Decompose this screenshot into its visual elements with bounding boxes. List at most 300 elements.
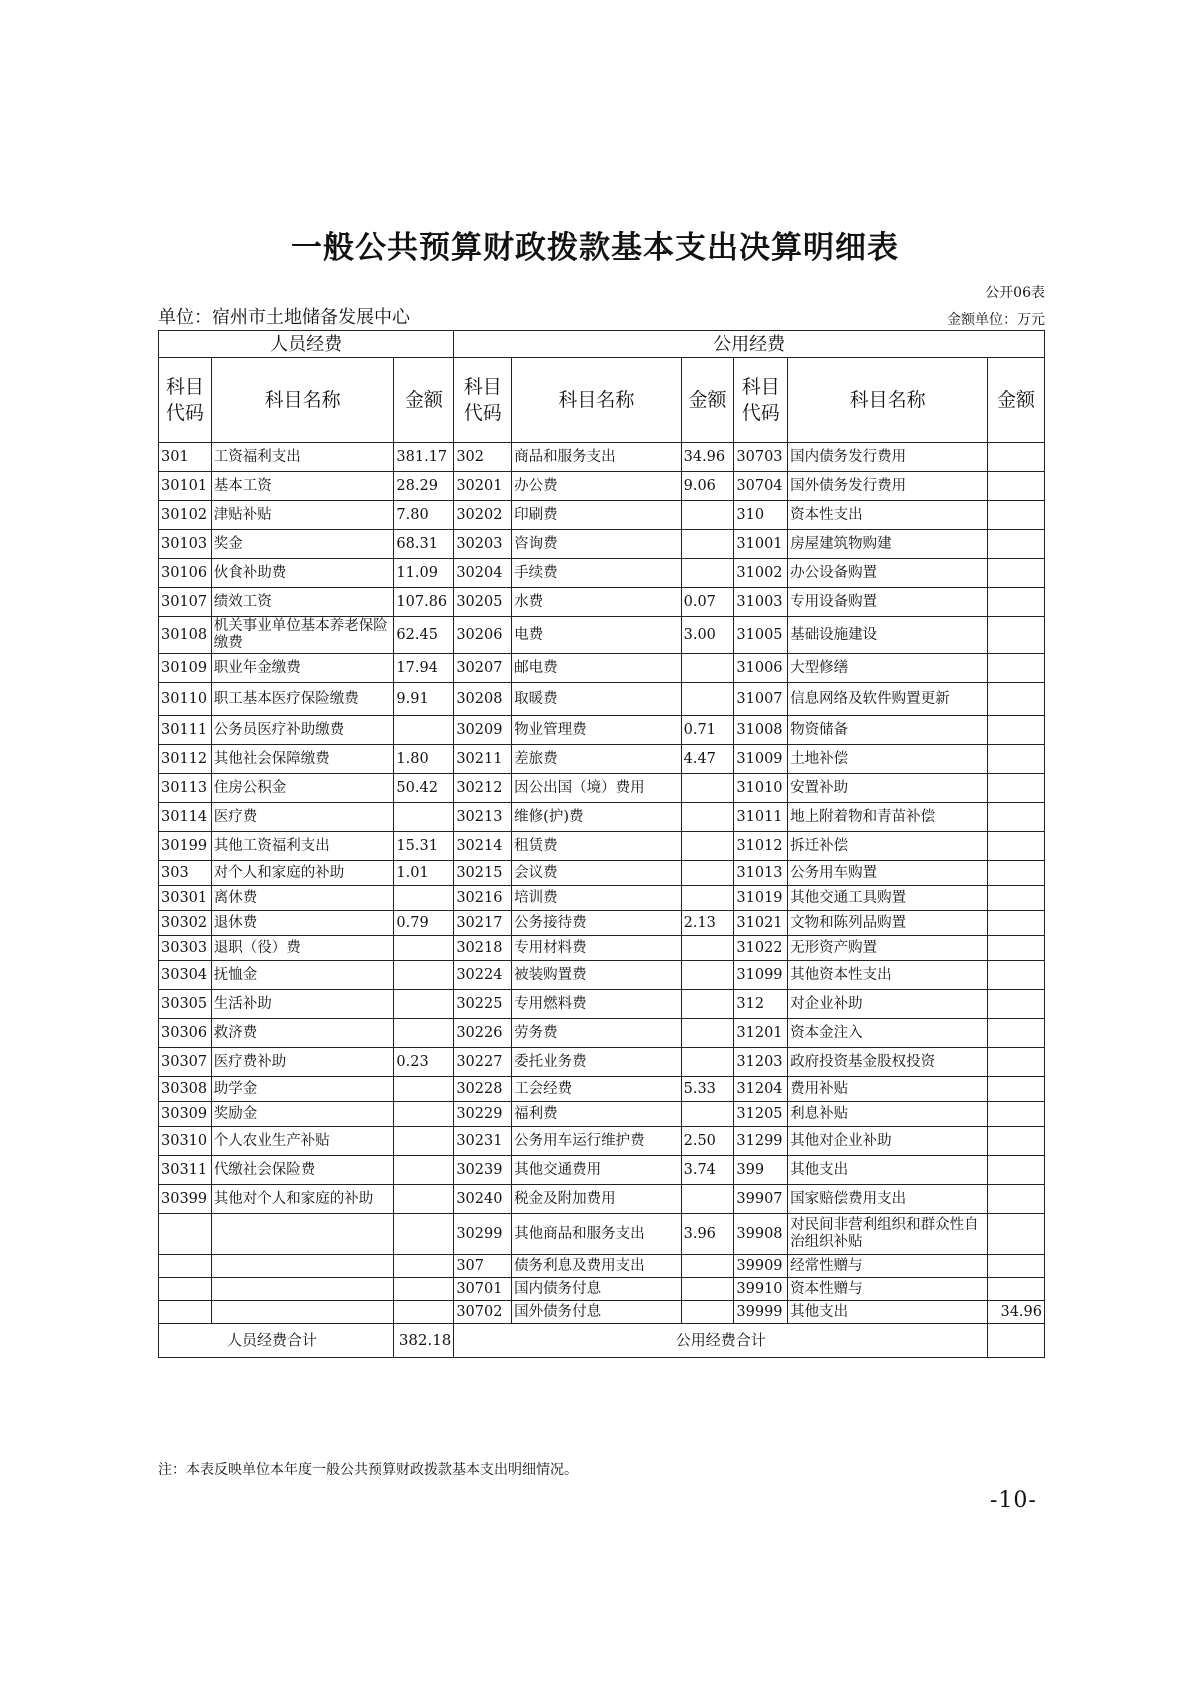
account-code: 303: [159, 861, 212, 886]
account-name: 奖励金: [211, 1102, 394, 1127]
header-code: 科目代码: [734, 358, 788, 443]
amount: 2.13: [681, 911, 734, 936]
amount: 5.33: [681, 1077, 734, 1102]
account-code: 30399: [159, 1185, 212, 1214]
account-name: [211, 1214, 394, 1255]
table-row: [159, 1301, 1045, 1324]
account-code: 30701: [454, 1278, 512, 1301]
amount: 2.50: [681, 1127, 734, 1156]
amount: [394, 886, 454, 911]
amount: [988, 774, 1045, 803]
footnote: 注：本表反映单位本年度一般公共预算财政拨款基本支出明细情况。: [158, 1462, 578, 1478]
account-code: 30239: [454, 1156, 512, 1185]
account-name: 利息补贴: [788, 1102, 988, 1127]
account-name: 劳务费: [512, 1019, 681, 1048]
amount: [988, 1077, 1045, 1102]
account-code: 31007: [734, 683, 788, 716]
account-name: 职业年金缴费: [211, 654, 394, 683]
account-name: 咨询费: [512, 530, 681, 559]
amount: [681, 1048, 734, 1077]
account-code: 30102: [159, 501, 212, 530]
account-code: 30703: [734, 443, 788, 472]
amount: 9.91: [394, 683, 454, 716]
account-name: 经常性赠与: [788, 1255, 988, 1278]
amount: [988, 716, 1045, 745]
amount: [681, 774, 734, 803]
amount: [394, 1102, 454, 1127]
amount: [394, 716, 454, 745]
personnel-total-label: 人员经费合计: [159, 1324, 394, 1358]
table-row: [159, 1102, 1045, 1127]
account-name: 资本金注入: [788, 1019, 988, 1048]
account-code: [159, 1255, 212, 1278]
amount: [681, 990, 734, 1019]
account-name: 委托业务费: [512, 1048, 681, 1077]
table-row: [159, 886, 1045, 911]
account-code: 30212: [454, 774, 512, 803]
account-code: 30109: [159, 654, 212, 683]
amount: [988, 1255, 1045, 1278]
account-name: 信息网络及软件购置更新: [788, 683, 988, 716]
account-name: 福利费: [512, 1102, 681, 1127]
account-name: 商品和服务支出: [512, 443, 681, 472]
account-code: 30301: [159, 886, 212, 911]
table-row: [159, 911, 1045, 936]
table-row: [159, 654, 1045, 683]
account-name: 医疗费补助: [211, 1048, 394, 1077]
account-code: 30229: [454, 1102, 512, 1127]
header-name: 科目名称: [788, 358, 988, 443]
amount: [988, 588, 1045, 617]
totals-row: [159, 1324, 1045, 1358]
amount: [681, 1102, 734, 1127]
account-name: [211, 1255, 394, 1278]
form-number: 公开06表: [985, 285, 1045, 301]
account-name: 政府投资基金股权投资: [788, 1048, 988, 1077]
amount: [988, 936, 1045, 961]
account-code: 30114: [159, 803, 212, 832]
account-code: 30307: [159, 1048, 212, 1077]
account-name: 债务利息及费用支出: [512, 1255, 681, 1278]
amount-unit: 金额单位：万元: [947, 312, 1045, 328]
amount: [988, 990, 1045, 1019]
amount: 3.00: [681, 617, 734, 654]
account-code: 31008: [734, 716, 788, 745]
amount: [681, 559, 734, 588]
amount: [681, 1278, 734, 1301]
table-row: [159, 472, 1045, 501]
amount: [681, 1185, 734, 1214]
account-name: 其他支出: [788, 1156, 988, 1185]
page-number: -10-: [990, 1488, 1037, 1513]
account-code: 30211: [454, 745, 512, 774]
amount: [394, 961, 454, 990]
account-name: 奖金: [211, 530, 394, 559]
account-code: 30199: [159, 832, 212, 861]
account-name: 生活补助: [211, 990, 394, 1019]
amount: [681, 501, 734, 530]
amount: [394, 936, 454, 961]
account-code: 307: [454, 1255, 512, 1278]
amount: [988, 559, 1045, 588]
account-code: 30213: [454, 803, 512, 832]
account-name: 其他对企业补助: [788, 1127, 988, 1156]
account-code: 30310: [159, 1127, 212, 1156]
amount: [988, 1019, 1045, 1048]
table-row: [159, 443, 1045, 472]
amount: [394, 1156, 454, 1185]
amount: [988, 1127, 1045, 1156]
unit-name: 单位：宿州市土地储备发展中心: [158, 307, 410, 328]
amount: [394, 1278, 454, 1301]
account-name: 离休费: [211, 886, 394, 911]
account-code: 31002: [734, 559, 788, 588]
amount: [988, 472, 1045, 501]
table-row: [159, 990, 1045, 1019]
account-code: 30311: [159, 1156, 212, 1185]
account-code: 30225: [454, 990, 512, 1019]
account-code: 30704: [734, 472, 788, 501]
account-code: 31019: [734, 886, 788, 911]
account-name: 其他对个人和家庭的补助: [211, 1185, 394, 1214]
account-code: 30204: [454, 559, 512, 588]
account-code: 31001: [734, 530, 788, 559]
amount: [988, 861, 1045, 886]
account-code: 30214: [454, 832, 512, 861]
account-name: 差旅费: [512, 745, 681, 774]
account-code: 30218: [454, 936, 512, 961]
account-name: 基本工资: [211, 472, 394, 501]
account-code: 30209: [454, 716, 512, 745]
account-name: 土地补偿: [788, 745, 988, 774]
amount: [988, 530, 1045, 559]
account-name: 个人农业生产补贴: [211, 1127, 394, 1156]
account-code: 312: [734, 990, 788, 1019]
personnel-total-value: 382.18: [394, 1324, 454, 1358]
account-code: 30240: [454, 1185, 512, 1214]
account-code: 31204: [734, 1077, 788, 1102]
account-code: 30303: [159, 936, 212, 961]
account-code: 31005: [734, 617, 788, 654]
amount: 0.79: [394, 911, 454, 936]
account-code: 30111: [159, 716, 212, 745]
account-code: 31009: [734, 745, 788, 774]
table-row: [159, 861, 1045, 886]
amount: 0.07: [681, 588, 734, 617]
account-code: 30205: [454, 588, 512, 617]
account-code: 31203: [734, 1048, 788, 1077]
account-name: 手续费: [512, 559, 681, 588]
amount: [988, 1278, 1045, 1301]
amount: [988, 745, 1045, 774]
account-name: 国内债务付息: [512, 1278, 681, 1301]
public-total-label: 公用经费合计: [454, 1324, 988, 1358]
amount: 62.45: [394, 617, 454, 654]
section-public: 公用经费: [454, 331, 1045, 358]
amount: 68.31: [394, 530, 454, 559]
account-name: 其他交通工具购置: [788, 886, 988, 911]
account-name: 对个人和家庭的补助: [211, 861, 394, 886]
account-name: 办公费: [512, 472, 681, 501]
amount: [681, 530, 734, 559]
account-code: 30231: [454, 1127, 512, 1156]
table-row: [159, 588, 1045, 617]
account-name: 培训费: [512, 886, 681, 911]
account-name: 住房公积金: [211, 774, 394, 803]
account-code: 30207: [454, 654, 512, 683]
amount: [988, 803, 1045, 832]
account-code: 31010: [734, 774, 788, 803]
table-row: [159, 716, 1045, 745]
account-code: 39908: [734, 1214, 788, 1255]
amount: [394, 1301, 454, 1324]
account-name: 其他商品和服务支出: [512, 1214, 681, 1255]
header-amount: 金额: [681, 358, 734, 443]
account-name: 其他社会保障缴费: [211, 745, 394, 774]
account-name: [211, 1278, 394, 1301]
account-code: 39910: [734, 1278, 788, 1301]
account-code: 30302: [159, 911, 212, 936]
account-name: 专用设备购置: [788, 588, 988, 617]
table-row: [159, 1214, 1045, 1255]
account-name: 公务用车购置: [788, 861, 988, 886]
account-name: 物业管理费: [512, 716, 681, 745]
account-name: 国内债务发行费用: [788, 443, 988, 472]
amount: 28.29: [394, 472, 454, 501]
account-code: 31021: [734, 911, 788, 936]
account-code: 30216: [454, 886, 512, 911]
table-row: [159, 1019, 1045, 1048]
account-code: [159, 1278, 212, 1301]
amount: 9.06: [681, 472, 734, 501]
account-name: 物资储备: [788, 716, 988, 745]
account-code: 30217: [454, 911, 512, 936]
account-name: 公务员医疗补助缴费: [211, 716, 394, 745]
table-row: [159, 559, 1045, 588]
amount: [681, 1255, 734, 1278]
account-code: 30206: [454, 617, 512, 654]
account-code: 30215: [454, 861, 512, 886]
amount: [988, 961, 1045, 990]
amount: [394, 1255, 454, 1278]
account-name: 救济费: [211, 1019, 394, 1048]
account-code: 310: [734, 501, 788, 530]
account-name: 房屋建筑物购建: [788, 530, 988, 559]
account-name: 基础设施建设: [788, 617, 988, 654]
header-name: 科目名称: [211, 358, 394, 443]
account-code: 30227: [454, 1048, 512, 1077]
account-name: 津贴补贴: [211, 501, 394, 530]
table-row: [159, 961, 1045, 990]
table-row: [159, 936, 1045, 961]
account-code: 30106: [159, 559, 212, 588]
amount: [988, 443, 1045, 472]
account-code: 30112: [159, 745, 212, 774]
account-code: 31299: [734, 1127, 788, 1156]
account-code: 39907: [734, 1185, 788, 1214]
account-code: 39999: [734, 1301, 788, 1324]
amount: [681, 886, 734, 911]
account-code: 30208: [454, 683, 512, 716]
account-name: 退职（役）费: [211, 936, 394, 961]
account-name: 安置补助: [788, 774, 988, 803]
header-code: 科目代码: [159, 358, 212, 443]
account-code: 30224: [454, 961, 512, 990]
public-total-value: [988, 1324, 1045, 1358]
account-name: 退休费: [211, 911, 394, 936]
account-name: 维修(护)费: [512, 803, 681, 832]
account-name: 租赁费: [512, 832, 681, 861]
amount: [988, 1156, 1045, 1185]
amount: [988, 911, 1045, 936]
account-name: 对企业补助: [788, 990, 988, 1019]
account-name: 地上附着物和青苗补偿: [788, 803, 988, 832]
table-row: [159, 1077, 1045, 1102]
account-code: 30299: [454, 1214, 512, 1255]
account-name: 对民间非营利组织和群众性自治组织补贴: [788, 1214, 988, 1255]
amount: [681, 961, 734, 990]
account-code: [159, 1214, 212, 1255]
account-name: 伙食补助费: [211, 559, 394, 588]
table-row: [159, 774, 1045, 803]
amount: [988, 501, 1045, 530]
account-code: 30108: [159, 617, 212, 654]
amount: [988, 1214, 1045, 1255]
account-name: 拆迁补偿: [788, 832, 988, 861]
header-amount: 金额: [394, 358, 454, 443]
table-row: [159, 501, 1045, 530]
account-name: 取暖费: [512, 683, 681, 716]
amount: [394, 990, 454, 1019]
account-code: 399: [734, 1156, 788, 1185]
account-name: 国外债务发行费用: [788, 472, 988, 501]
account-code: 31006: [734, 654, 788, 683]
account-name: 印刷费: [512, 501, 681, 530]
account-code: 301: [159, 443, 212, 472]
amount: 3.74: [681, 1156, 734, 1185]
account-code: 30201: [454, 472, 512, 501]
account-code: 30110: [159, 683, 212, 716]
table-row: [159, 1048, 1045, 1077]
amount: [394, 1127, 454, 1156]
amount: [988, 683, 1045, 716]
amount: 1.01: [394, 861, 454, 886]
account-name: 水费: [512, 588, 681, 617]
expenditure-table: [158, 330, 1045, 1358]
amount: 34.96: [988, 1301, 1045, 1324]
amount: 15.31: [394, 832, 454, 861]
account-code: 302: [454, 443, 512, 472]
amount: [681, 936, 734, 961]
table-row: [159, 1156, 1045, 1185]
amount: 17.94: [394, 654, 454, 683]
account-code: [159, 1301, 212, 1324]
account-code: 31022: [734, 936, 788, 961]
account-name: 国外债务付息: [512, 1301, 681, 1324]
amount: [394, 1185, 454, 1214]
account-name: 电费: [512, 617, 681, 654]
header-amount: 金额: [988, 358, 1045, 443]
amount: 34.96: [681, 443, 734, 472]
table-row: [159, 530, 1045, 559]
amount: [681, 1301, 734, 1324]
amount: 0.71: [681, 716, 734, 745]
account-code: 30228: [454, 1077, 512, 1102]
account-code: 30113: [159, 774, 212, 803]
account-code: 31201: [734, 1019, 788, 1048]
account-code: 31013: [734, 861, 788, 886]
amount: 0.23: [394, 1048, 454, 1077]
account-code: 31003: [734, 588, 788, 617]
amount: [394, 803, 454, 832]
account-name: 其他工资福利支出: [211, 832, 394, 861]
page-title: 一般公共预算财政拨款基本支出决算明细表: [291, 230, 899, 266]
account-name: 其他支出: [788, 1301, 988, 1324]
table-row: [159, 1127, 1045, 1156]
account-name: 因公出国（境）费用: [512, 774, 681, 803]
amount: [988, 1102, 1045, 1127]
account-name: 代缴社会保险费: [211, 1156, 394, 1185]
table-row: [159, 803, 1045, 832]
table-row: [159, 617, 1045, 654]
account-name: 绩效工资: [211, 588, 394, 617]
header-code: 科目代码: [454, 358, 512, 443]
account-name: 助学金: [211, 1077, 394, 1102]
account-name: 公务用车运行维护费: [512, 1127, 681, 1156]
account-code: 39909: [734, 1255, 788, 1278]
account-code: 30202: [454, 501, 512, 530]
amount: 107.86: [394, 588, 454, 617]
amount: [988, 654, 1045, 683]
table-row: [159, 1185, 1045, 1214]
header-name: 科目名称: [512, 358, 681, 443]
account-code: 31205: [734, 1102, 788, 1127]
account-code: 31012: [734, 832, 788, 861]
account-name: 会议费: [512, 861, 681, 886]
account-code: 30309: [159, 1102, 212, 1127]
amount: [681, 1019, 734, 1048]
table-row: [159, 745, 1045, 774]
amount: 3.96: [681, 1214, 734, 1255]
account-name: 机关事业单位基本养老保险缴费: [211, 617, 394, 654]
section-personnel: 人员经费: [159, 331, 454, 358]
account-code: 31099: [734, 961, 788, 990]
account-name: 专用材料费: [512, 936, 681, 961]
table-row: [159, 683, 1045, 716]
amount: [988, 1048, 1045, 1077]
account-name: 无形资产购置: [788, 936, 988, 961]
amount: [681, 803, 734, 832]
account-name: 其他资本性支出: [788, 961, 988, 990]
account-name: 税金及附加费用: [512, 1185, 681, 1214]
amount: [394, 1214, 454, 1255]
amount: [988, 832, 1045, 861]
account-name: 其他交通费用: [512, 1156, 681, 1185]
amount: [988, 617, 1045, 654]
account-name: 工资福利支出: [211, 443, 394, 472]
account-code: 30226: [454, 1019, 512, 1048]
amount: 7.80: [394, 501, 454, 530]
account-code: 30101: [159, 472, 212, 501]
amount: 11.09: [394, 559, 454, 588]
account-code: 31011: [734, 803, 788, 832]
amount: 4.47: [681, 745, 734, 774]
account-name: [211, 1301, 394, 1324]
account-code: 30304: [159, 961, 212, 990]
account-name: 国家赔偿费用支出: [788, 1185, 988, 1214]
account-name: 邮电费: [512, 654, 681, 683]
account-name: 资本性赠与: [788, 1278, 988, 1301]
